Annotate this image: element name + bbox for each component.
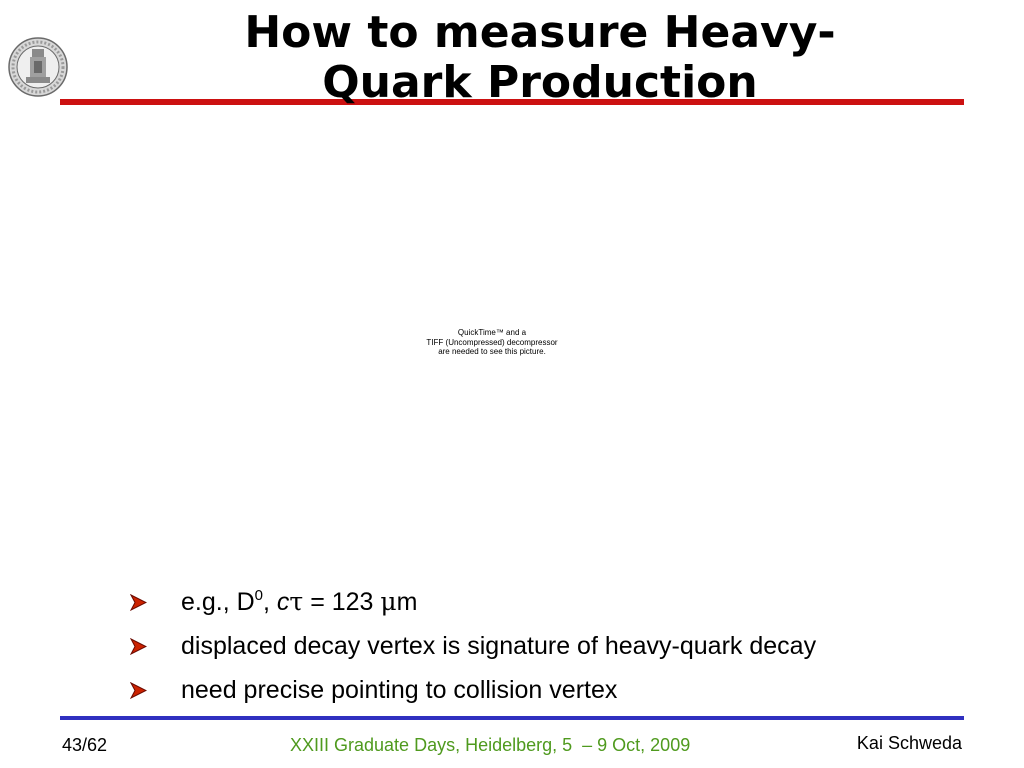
slide-title-line-2: Quark Production	[322, 57, 758, 108]
placeholder-line-1: QuickTime™ and a	[457, 328, 527, 337]
footer-divider	[60, 716, 964, 720]
bullet-symbol-tau: τ	[289, 587, 304, 616]
bullet-text: need precise pointing to collision vertex	[181, 676, 618, 704]
picture-placeholder	[392, 328, 592, 357]
bullet-text: displaced decay vertex is signature of heavy-quark decay	[181, 632, 817, 660]
bullet-item-decay-length	[130, 585, 816, 629]
author-name: Kai Schweda	[856, 733, 962, 753]
bullet-text-prefix: e.g., D	[181, 588, 255, 616]
bullet-text-comma: ,	[263, 588, 277, 616]
arrow-bullet-icon	[130, 594, 147, 611]
university-seal-icon	[8, 37, 68, 97]
bullet-item-displaced-vertex	[130, 629, 816, 673]
slide-number: 43/62	[62, 735, 108, 755]
bullet-list	[130, 585, 816, 717]
placeholder-line-2: TIFF (Uncompressed) decompressor	[426, 337, 558, 347]
arrow-bullet-icon	[130, 638, 147, 655]
bullet-text-unit: m	[396, 588, 418, 616]
arrow-bullet-icon	[130, 682, 147, 699]
placeholder-line-3: are needed to see this picture.	[438, 347, 546, 356]
bullet-superscript: 0	[254, 587, 263, 604]
conference-name: XXIII Graduate Days, Heidelberg, 5 – 9 Oct, 2009	[290, 735, 691, 755]
slide-title	[180, 8, 900, 108]
bullet-symbol-mu: μ	[380, 587, 397, 616]
bullet-symbol-c: c	[276, 588, 290, 616]
bullet-item-pointing	[130, 673, 816, 717]
bullet-text-equals: = 123	[303, 588, 381, 616]
slide-title-line-1: How to measure Heavy-	[244, 7, 836, 58]
